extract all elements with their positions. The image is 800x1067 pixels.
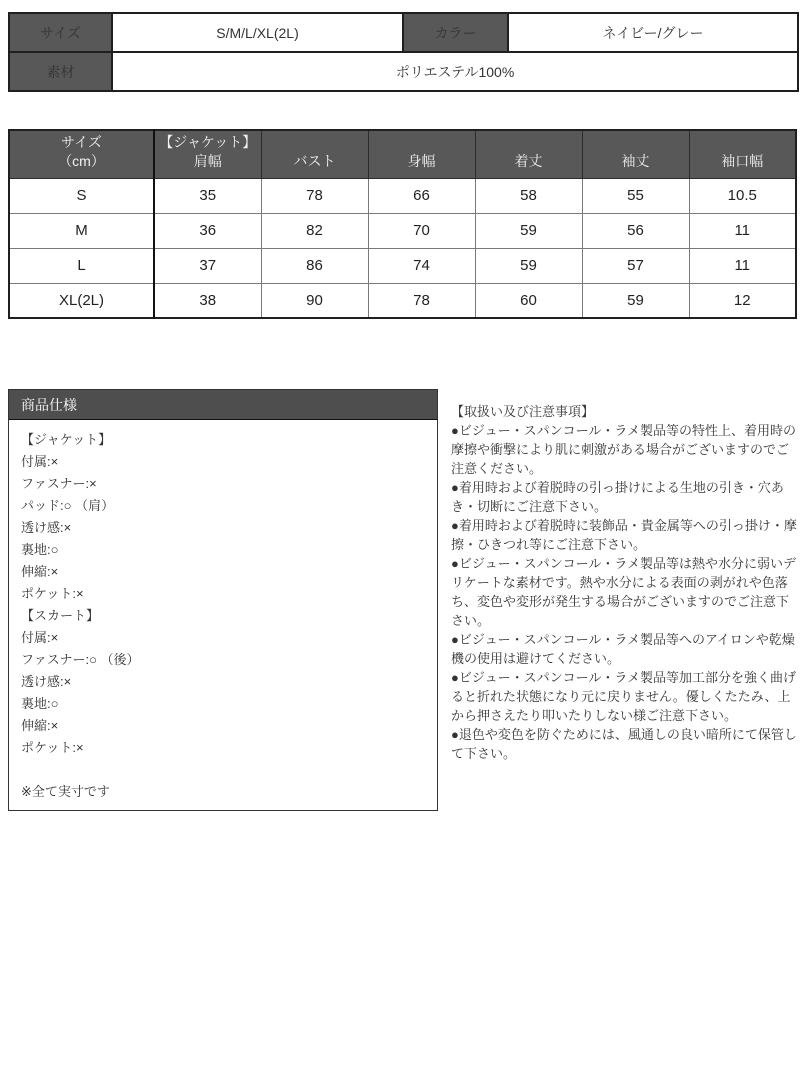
- handling-notes: [451, 389, 797, 763]
- spec-line: ポケット:×: [21, 740, 84, 755]
- bust-cell: 78: [261, 178, 368, 213]
- material-label-cell: 素材: [9, 52, 112, 91]
- spec-line: パッド:○ （肩）: [21, 498, 115, 513]
- size-measurements-table: [8, 129, 797, 319]
- header-size-line2: （cm）: [58, 152, 105, 169]
- sleeve-cell: 55: [582, 178, 689, 213]
- bottom-section: [8, 389, 800, 811]
- spec-line: 付属:×: [21, 630, 59, 645]
- header-size-cm: [9, 130, 154, 178]
- table-row: [9, 213, 796, 248]
- header-length: 着丈: [475, 130, 582, 178]
- shoulder-cell: 37: [154, 248, 261, 283]
- bust-cell: 90: [261, 283, 368, 318]
- spec-section-skirt: 【スカート】: [21, 608, 100, 623]
- product-info-table: [8, 12, 799, 92]
- shoulder-cell: 35: [154, 178, 261, 213]
- spec-line: 付属:×: [21, 454, 59, 469]
- size-name-cell: M: [9, 213, 154, 248]
- spec-box-body: [9, 420, 437, 803]
- spec-line: ファスナー:×: [21, 476, 97, 491]
- header-size-line1: サイズ: [61, 133, 102, 150]
- color-label-cell: カラー: [403, 13, 508, 52]
- length-cell: 59: [475, 248, 582, 283]
- color-value-cell: ネイビー/グレー: [508, 13, 798, 52]
- cuff-cell: 11: [689, 213, 796, 248]
- cuff-cell: 12: [689, 283, 796, 318]
- shoulder-cell: 36: [154, 213, 261, 248]
- sleeve-cell: 56: [582, 213, 689, 248]
- header-sleeve: 袖丈: [582, 130, 689, 178]
- handling-note-item: ●ビジュー・スパンコール・ラメ製品等は熱や水分に弱いデリケートな素材です。熱や水分による表面の剥がれや色落ち、変色や変形が発生する場合がございますのでご注意下さい。: [451, 556, 796, 628]
- product-spec-box: [8, 389, 438, 811]
- spec-line: ファスナー:○ （後）: [21, 652, 140, 667]
- length-cell: 60: [475, 283, 582, 318]
- spec-line: 透け感:×: [21, 520, 72, 535]
- bust-cell: 86: [261, 248, 368, 283]
- body-width-cell: 78: [368, 283, 475, 318]
- material-value-cell: ポリエステル100%: [112, 52, 798, 91]
- handling-note-item: ●ビジュー・スパンコール・ラメ製品等加工部分を強く曲げると折れた状態になり元に戻りません。優しくたたみ、上から押さえたり叩いたりしない様ご注意下さい。: [451, 670, 796, 723]
- length-cell: 59: [475, 213, 582, 248]
- header-body-width: 身幅: [368, 130, 475, 178]
- actual-measurement-note: ※全て実寸です: [21, 784, 110, 799]
- size-name-cell: S: [9, 178, 154, 213]
- body-width-cell: 66: [368, 178, 475, 213]
- table-header-row: [9, 130, 796, 178]
- cuff-cell: 10.5: [689, 178, 796, 213]
- spec-line: ポケット:×: [21, 586, 84, 601]
- size-name-cell: XL(2L): [9, 283, 154, 318]
- spec-box-title: 商品仕様: [9, 390, 437, 420]
- sleeve-cell: 57: [582, 248, 689, 283]
- table-row: [9, 283, 796, 318]
- size-value-cell: S/M/L/XL(2L): [112, 13, 403, 52]
- spec-line-blank: [21, 759, 425, 781]
- handling-note-item: ●ビジュー・スパンコール・ラメ製品等の特性上、着用時の摩擦や衝撃により肌に刺激がある場合がございますのでご注意ください。: [451, 423, 796, 476]
- table-row: [9, 178, 796, 213]
- handling-note-item: ●ビジュー・スパンコール・ラメ製品等へのアイロンや乾燥機の使用は避けてください。: [451, 632, 795, 666]
- cuff-cell: 11: [689, 248, 796, 283]
- header-jacket-line1: 【ジャケット】: [159, 133, 257, 150]
- header-jacket-shoulder: [154, 130, 261, 178]
- shoulder-cell: 38: [154, 283, 261, 318]
- spec-line: 伸縮:×: [21, 564, 59, 579]
- header-jacket-line2: 肩幅: [193, 152, 222, 169]
- bust-cell: 82: [261, 213, 368, 248]
- sleeve-cell: 59: [582, 283, 689, 318]
- length-cell: 58: [475, 178, 582, 213]
- spec-line: 透け感:×: [21, 674, 72, 689]
- table-row: [9, 13, 798, 52]
- header-cuff: 袖口幅: [689, 130, 796, 178]
- body-width-cell: 70: [368, 213, 475, 248]
- table-row: [9, 52, 798, 91]
- header-bust: バスト: [261, 130, 368, 178]
- table-row: [9, 248, 796, 283]
- size-name-cell: L: [9, 248, 154, 283]
- handling-note-item: ●退色や変色を防ぐためには、風通しの良い暗所にて保管して下さい。: [451, 727, 797, 761]
- spec-line: 裏地:○: [21, 542, 59, 557]
- spec-line: 伸縮:×: [21, 718, 59, 733]
- handling-notes-title: 【取扱い及び注意事項】: [451, 404, 595, 419]
- handling-note-item: ●着用時および着脱時に装飾品・貴金属等への引っ掛け・摩擦・ひきつれ等にご注意下さい。: [451, 518, 797, 552]
- spec-line: 裏地:○: [21, 696, 59, 711]
- handling-note-item: ●着用時および着脱時の引っ掛けによる生地の引き・穴あき・切断にご注意下さい。: [451, 480, 784, 514]
- size-label-cell: サイズ: [9, 13, 112, 52]
- body-width-cell: 74: [368, 248, 475, 283]
- spec-section-jacket: 【ジャケット】: [21, 432, 112, 447]
